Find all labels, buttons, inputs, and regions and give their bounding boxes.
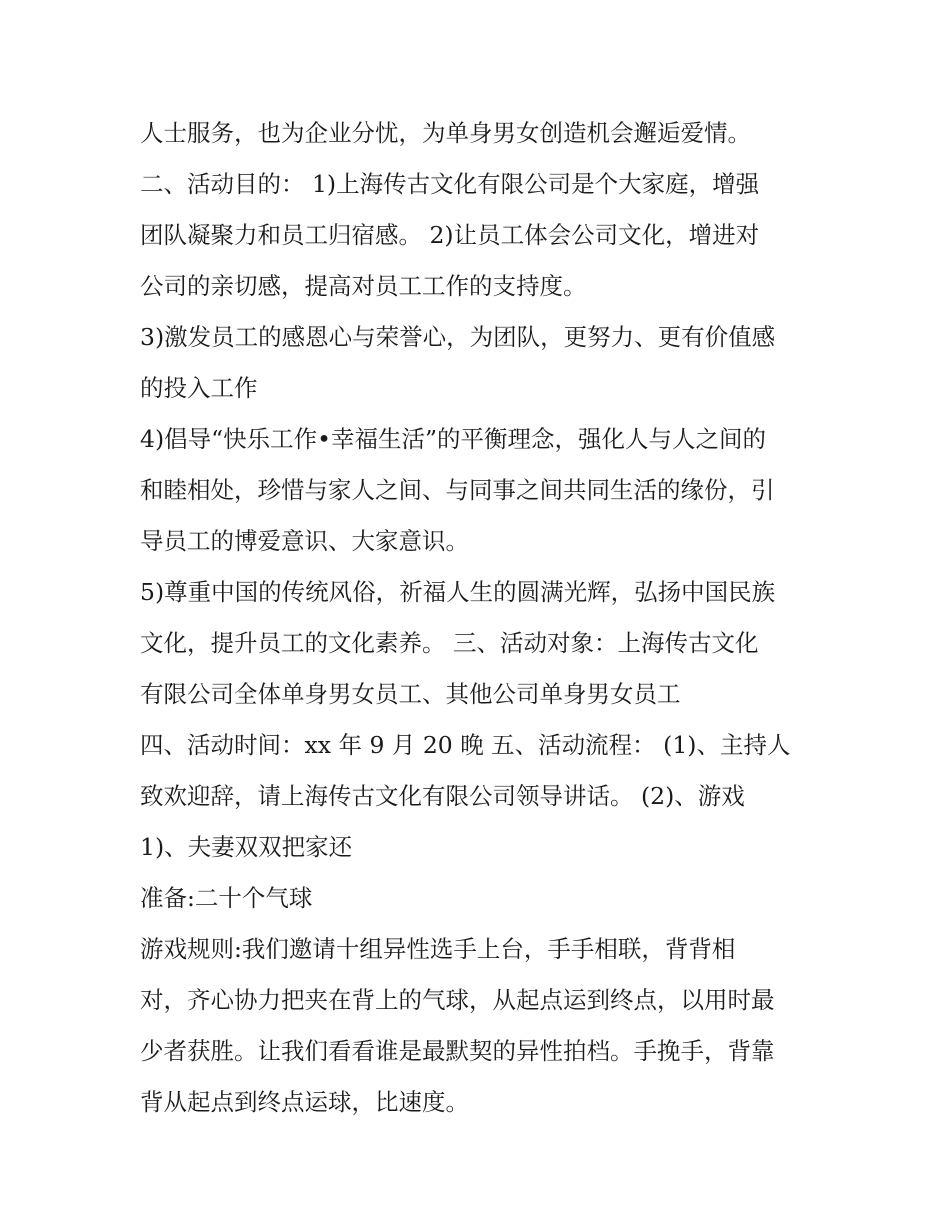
text-line: 4)倡导“快乐工作•幸福生活”的平衡理念，强化人与人之间的 [140,425,767,453]
text-line: 5)尊重中国的传统风俗，祈福人生的圆满光辉，弘扬中国民族 [140,578,776,606]
text-line: 和睦相处，珍惜与家人之间、与同事之间共同生活的缘份，引 [140,476,775,504]
text-line: 人士服务，也为企业分忧，为单身男女创造机会邂逅爱情。 [140,119,751,147]
document-body [140,108,830,1128]
text-line: 四、活动时间：xx 年 9 月 20 晚 五、活动流程： (1)、主持人 [140,731,791,759]
text-line: 对，齐心协力把夹在背上的气球，从起点运到终点，以用时最 [140,986,775,1014]
text-line: 二、活动目的： 1)上海传古文化有限公司是个大家庭，增强 [140,170,760,198]
text-line: 游戏规则:我们邀请十组异性选手上台，手手相联，背背相 [140,935,736,963]
text-line: 致欢迎辞，请上海传古文化有限公司领导讲话。 (2)、游戏 [140,782,745,810]
text-line: 背从起点到终点运球，比速度。 [140,1088,469,1116]
text-line: 的投入工作 [140,374,258,402]
text-line: 团队凝聚力和员工归宿感。 2)让员工体会公司文化，增进对 [140,221,760,249]
text-line: 准备:二十个气球 [140,884,313,912]
text-line: 1)、夫妻双双把家还 [140,833,353,861]
text-line: 有限公司全体单身男女员工、其他公司单身男女员工 [140,680,681,708]
text-line: 导员工的博爱意识、大家意识。 [140,527,469,555]
text-line: 少者获胜。让我们看看谁是最默契的异性拍档。手挽手，背靠 [140,1037,775,1065]
text-line: 文化，提升员工的文化素养。 三、活动对象：上海传古文化 [140,629,759,657]
text-line: 3)激发员工的感恩心与荣誉心，为团队，更努力、更有价值感 [140,323,776,351]
text-line: 公司的亲切感，提高对员工工作的支持度。 [140,272,587,300]
